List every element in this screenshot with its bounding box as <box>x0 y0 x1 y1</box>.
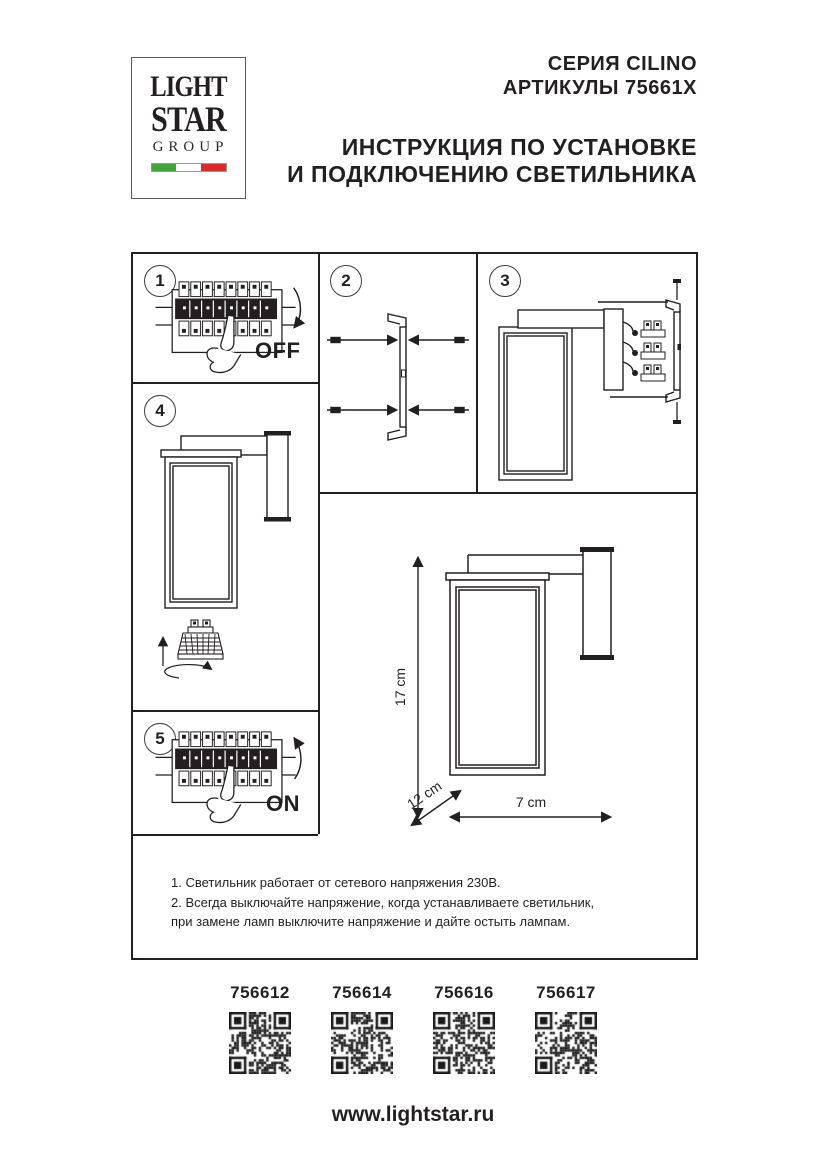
logo-word-star: STAR <box>150 99 227 139</box>
note-line: 2. Всегда выключайте напряжение, когда устанавливаете светильник, <box>171 894 595 910</box>
divider <box>133 834 318 836</box>
step2-number: 2 <box>330 265 362 297</box>
logo-word-group: GROUP <box>152 139 229 155</box>
article-number: 756617 <box>536 983 596 1002</box>
switch-up-arrow-icon <box>295 739 301 779</box>
note-line: при замене ламп выключите напряжение и дайте остыть лампам. <box>171 914 571 929</box>
diagram-board <box>131 252 698 960</box>
qr-item <box>331 983 393 1074</box>
on-label: ON <box>266 791 300 816</box>
depth-dimension-label: 12 cm <box>403 777 445 813</box>
document-header <box>287 52 697 188</box>
wiring-diagram <box>478 254 696 492</box>
instruction-title-line1: ИНСТРУКЦИЯ ПО УСТАНОВКЕ <box>341 134 697 160</box>
mounting-bracket-diagram <box>319 254 476 492</box>
safety-notes <box>171 873 594 932</box>
article-number: 756616 <box>434 983 494 1002</box>
logo-word-light: LIGHT <box>150 70 227 103</box>
qr-item <box>535 983 597 1074</box>
width-dimension-label: 7 cm <box>515 794 547 810</box>
qr-code <box>229 1012 291 1074</box>
qr-item <box>433 983 495 1074</box>
step5-number: 5 <box>144 723 176 755</box>
article-qr-section <box>0 983 826 1074</box>
website-url: www.lightstar.ru <box>331 1103 495 1126</box>
article-number: 756612 <box>230 983 290 1002</box>
step5-panel <box>133 712 318 834</box>
rotate-arrow-icon <box>165 665 211 678</box>
qr-item <box>229 983 291 1074</box>
step2-panel <box>319 254 476 492</box>
gu10-bulb-icon <box>178 620 223 659</box>
step1-number: 1 <box>144 265 176 297</box>
dimension-drawing <box>319 494 696 834</box>
article-number: 756614 <box>332 983 392 1002</box>
instruction-title-line2: И ПОДКЛЮЧЕНИЮ СВЕТИЛЬНИКА <box>287 161 697 187</box>
off-label: OFF <box>255 338 301 363</box>
qr-code <box>331 1012 393 1074</box>
step4-panel <box>133 384 318 710</box>
note-line: 1. Светильник работает от сетевого напряжения 230В. <box>171 875 501 890</box>
italian-flag-icon <box>151 163 227 172</box>
series-title: СЕРИЯ CILINO <box>547 53 697 75</box>
lightstar-logo <box>131 57 246 199</box>
step4-number: 4 <box>144 395 176 427</box>
step3-panel <box>478 254 696 492</box>
qr-code <box>535 1012 597 1074</box>
height-dimension-label: 17 cm <box>392 667 408 707</box>
step1-panel <box>133 254 318 382</box>
lamp-and-bulb-diagram <box>133 384 318 710</box>
step3-number: 3 <box>489 265 521 297</box>
dimensions-panel <box>319 494 696 834</box>
qr-code <box>433 1012 495 1074</box>
articles-title: АРТИКУЛЫ 75661X <box>502 77 697 99</box>
